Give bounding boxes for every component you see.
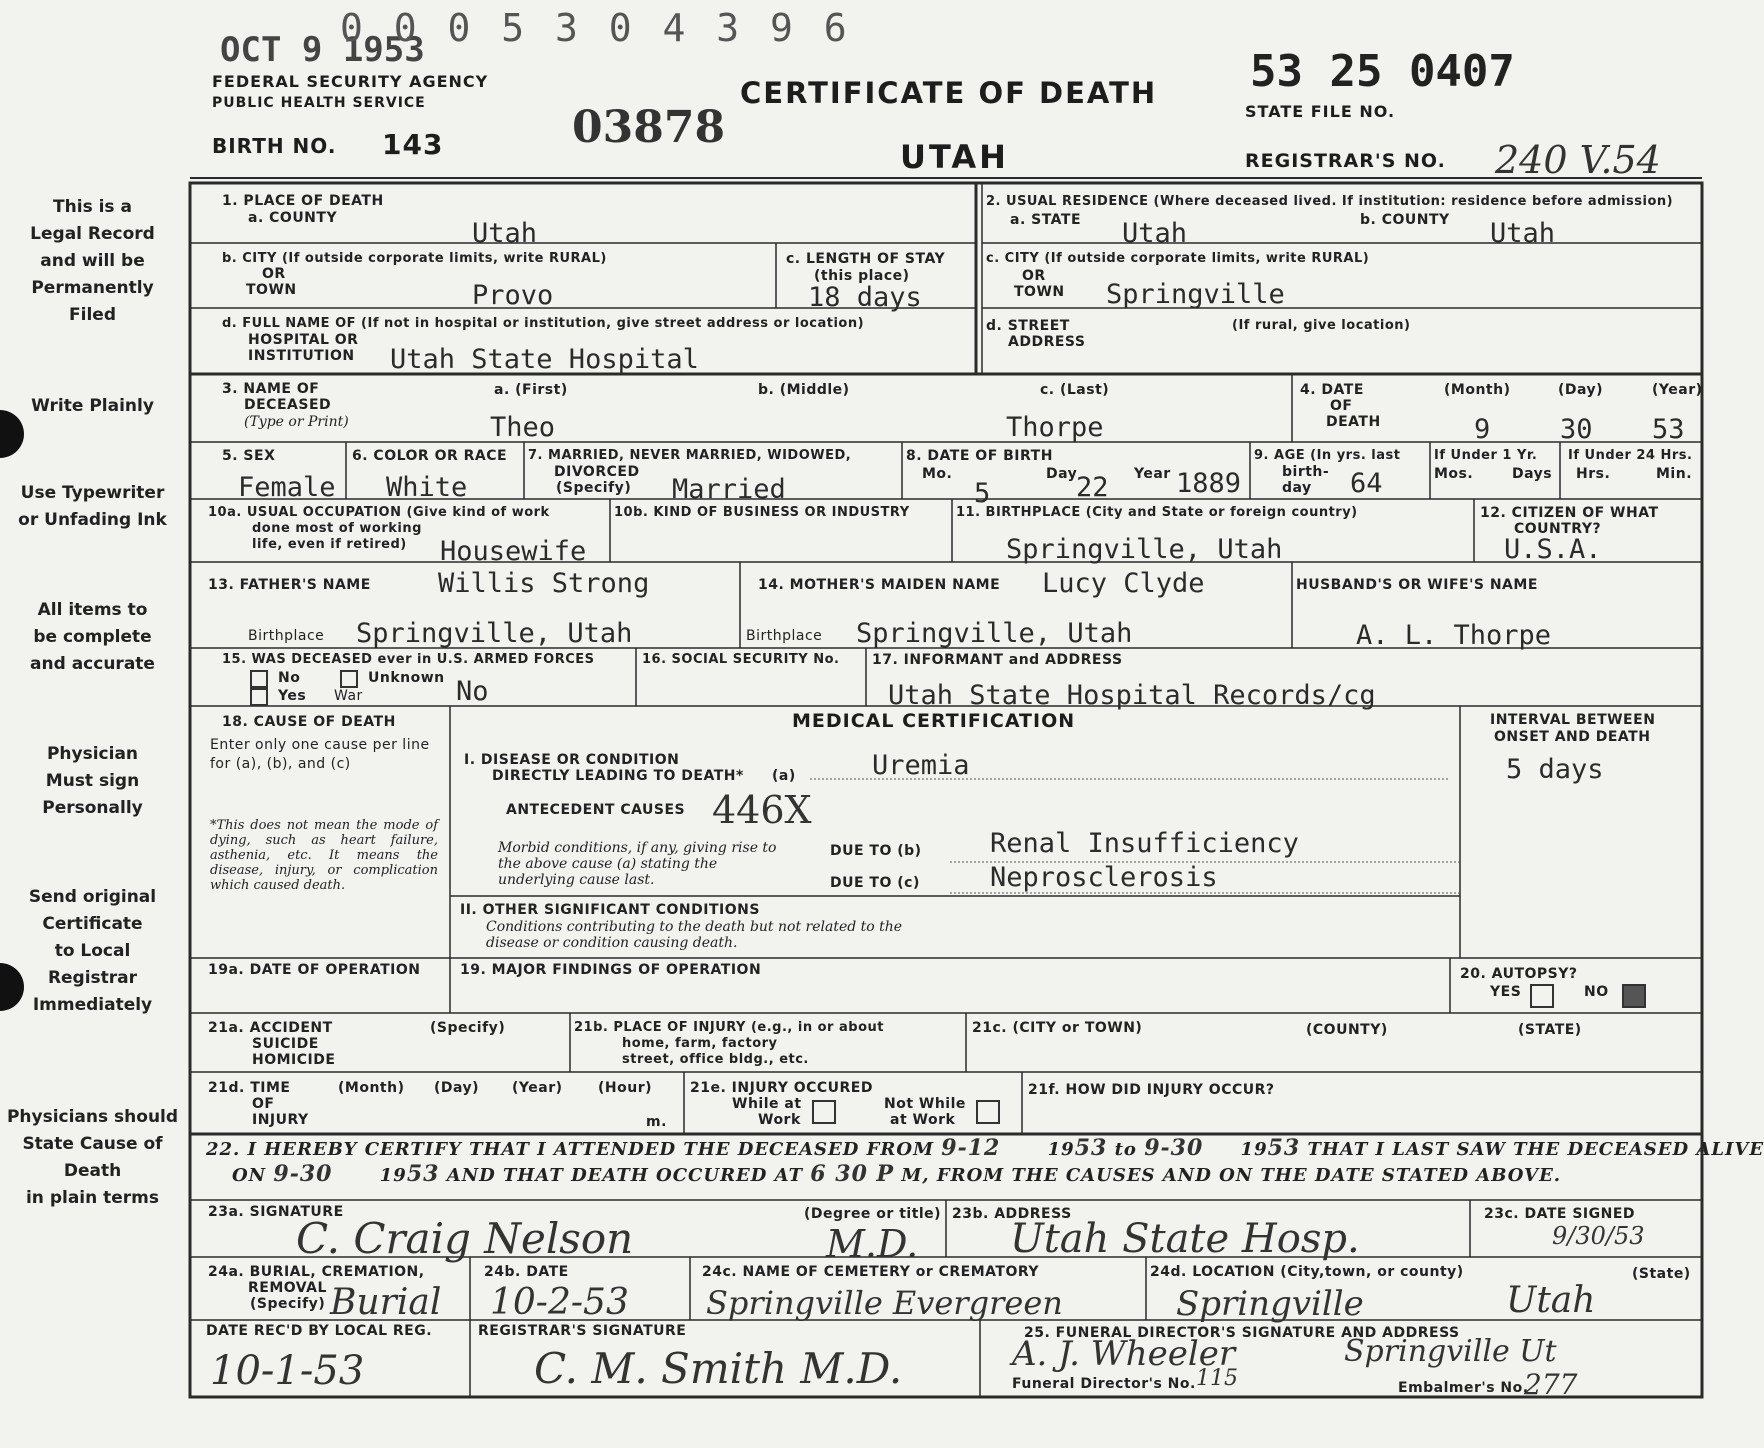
birth-no-value: 143	[382, 128, 444, 161]
label-dob-mo: Mo.	[922, 466, 953, 482]
label-injury-day: (Day)	[434, 1080, 480, 1096]
label-father-birthplace: Birthplace	[248, 628, 325, 644]
label-directly-leading: DIRECTLY LEADING TO DEATH*	[492, 768, 744, 784]
label-res-city: c. CITY (If outside corporate limits, write RURAL)	[986, 251, 1370, 266]
side-note-physician-sign: Physician Must sign Personally	[42, 744, 143, 818]
death-year-value: 53	[1652, 414, 1685, 445]
burial-state-value: Utah	[1506, 1280, 1596, 1321]
while-at-work-checkbox[interactable]	[812, 1100, 836, 1124]
armed-yes-checkbox[interactable]	[250, 686, 268, 706]
label-suicide: SUICIDE	[252, 1036, 319, 1052]
side-note-cause-of-death: Physicians should State Cause of Death in plain terms	[6, 1107, 179, 1208]
occupation-value: Housewife	[440, 536, 587, 567]
label-institution: d. FULL NAME OF (If not in hospital or institution, give street address or location)	[222, 316, 865, 331]
label-res-city-town: TOWN	[1014, 284, 1065, 300]
birth-day-value: 22	[1076, 472, 1109, 503]
label-informant: 17. INFORMANT and ADDRESS	[872, 652, 1123, 668]
not-while-at-work-checkbox[interactable]	[976, 1100, 1000, 1124]
label-age: 9. AGE (In yrs. last	[1254, 448, 1401, 463]
label-mother-name: 14. MOTHER'S MAIDEN NAME	[758, 577, 1001, 593]
cause-a-value: Uremia	[872, 750, 970, 781]
label-armed-yes: Yes	[278, 688, 307, 704]
label-days: Days	[1512, 466, 1553, 482]
label-spouse: HUSBAND'S OR WIFE'S NAME	[1296, 577, 1538, 593]
label-accident-specify: (Specify)	[430, 1020, 506, 1036]
label-date-of-death: 4. DATE	[1300, 382, 1364, 398]
funeral-director-no-value: 115	[1196, 1366, 1238, 1391]
last-seen-value: 9-30	[273, 1161, 333, 1187]
funeral-director-address: Springville Ut	[1344, 1334, 1557, 1369]
label-res-city-or: OR	[1022, 268, 1046, 284]
label-time-injury: INJURY	[252, 1112, 309, 1128]
label-other-conditions-note: Conditions contributing to the death but not related to the disease or condition causing death.	[486, 919, 903, 951]
attended-to-value: 9-30	[1144, 1135, 1204, 1161]
certify-text-2: AND THAT DEATH OCCURED AT	[446, 1165, 804, 1186]
label-first: a. (First)	[494, 382, 568, 398]
certify-line-1	[206, 1135, 1764, 1161]
label-while-work: Work	[758, 1112, 801, 1128]
label-signature: 23a. SIGNATURE	[208, 1204, 344, 1220]
death-county-value: Utah	[472, 218, 538, 249]
side-note-write-plainly: Write Plainly	[31, 396, 154, 416]
label-res-state: a. STATE	[1010, 212, 1082, 228]
label-citizen: 12. CITIZEN OF WHAT	[1480, 505, 1659, 521]
label-place-of-injury: 21b. PLACE OF INJURY (e.g., in or about	[574, 1020, 884, 1035]
label-of: OF	[1330, 398, 1353, 414]
label-date-signed: 23c. DATE SIGNED	[1484, 1206, 1636, 1222]
label-usual-residence: 2. USUAL RESIDENCE (Where deceased lived. If institution: residence before admission)	[986, 194, 1674, 209]
label-injury-occured: 21e. INJURY OCCURED	[690, 1080, 873, 1096]
label-while-at: While at	[732, 1096, 802, 1112]
label-place-of-injury-3: street, office bldg., etc.	[622, 1052, 809, 1067]
label-funeral-director: 25. FUNERAL DIRECTOR'S SIGNATURE AND ADDRESS	[1024, 1325, 1460, 1341]
label-name-of: 3. NAME OF	[222, 381, 320, 397]
autopsy-yes-checkbox[interactable]	[1530, 984, 1554, 1008]
stamp-number: 0 0 0 5 3 0 4 3 9 6	[340, 6, 851, 50]
label-min: Min.	[1656, 466, 1693, 482]
label-injury-state: (STATE)	[1518, 1022, 1582, 1038]
death-time-value: 6 30 P	[810, 1161, 895, 1187]
disposition-value: Burial	[330, 1282, 442, 1323]
certify-19-b: 19	[1240, 1139, 1268, 1160]
armed-no-checkbox[interactable]	[250, 668, 268, 688]
armed-unknown-checkbox[interactable]	[340, 668, 358, 688]
label-cause-a: (a)	[772, 768, 796, 784]
label-specify: (Specify)	[556, 480, 632, 496]
label-cause-of-death: 18. CAUSE OF DEATH	[222, 714, 396, 730]
label-cause-note: Enter only one cause per line for (a), (b), and (c)	[210, 737, 430, 772]
side-note-complete: All items to be complete and accurate	[30, 600, 155, 674]
label-type-or-print: (Type or Print)	[244, 414, 349, 430]
agency-name: FEDERAL SECURITY AGENCY	[212, 72, 489, 91]
label-deceased: DECEASED	[244, 397, 332, 413]
label-injury-city: 21c. (CITY or TOWN)	[972, 1020, 1143, 1036]
burial-location-value: Springville	[1176, 1284, 1364, 1324]
length-of-stay-value: 18 days	[808, 282, 922, 313]
date-received-value: 10-1-53	[210, 1348, 365, 1394]
certify-19-a: 19	[1047, 1139, 1075, 1160]
res-state-value: Utah	[1122, 218, 1188, 249]
death-city-value: Provo	[472, 280, 554, 311]
label-hrs: Hrs.	[1576, 466, 1611, 482]
side-note-legal-record: This is a Legal Record and will be Permanently Filed	[30, 197, 155, 325]
label-disease-condition: I. DISEASE OR CONDITION	[464, 752, 680, 768]
label-funeral-director-no: Funeral Director's No.	[1012, 1376, 1196, 1392]
label-burial-state: (State)	[1632, 1266, 1691, 1282]
certify-text-2b: M, FROM THE CAUSES AND ON THE DATE STATED ABOVE.	[901, 1165, 1562, 1186]
attended-to-year: 53	[1267, 1135, 1301, 1161]
label-under-24-hrs: If Under 24 Hrs.	[1568, 448, 1693, 463]
label-not-at-work: at Work	[890, 1112, 956, 1128]
label-injury-m: m.	[646, 1114, 667, 1130]
side-note-send-original: Send original Certificate to Local Registrar Immediately	[28, 887, 157, 1015]
label-res-county: b. COUNTY	[1360, 212, 1450, 228]
race-value: White	[386, 472, 468, 503]
label-city-or: OR	[262, 266, 286, 282]
label-morbid: Morbid conditions, if any, giving rise to the above cause (a) stating the underlying cause last.	[498, 840, 777, 888]
label-institution-2: INSTITUTION	[248, 348, 355, 364]
label-burial-specify: (Specify)	[250, 1296, 326, 1312]
embalmer-no-value: 277	[1524, 1368, 1578, 1401]
label-mother-birthplace: Birthplace	[746, 628, 823, 644]
label-removal: REMOVAL	[248, 1280, 327, 1296]
label-street: d. STREET	[986, 318, 1070, 334]
label-business: 10b. KIND OF BUSINESS OR INDUSTRY	[614, 505, 910, 520]
label-this-place: (this place)	[814, 268, 910, 284]
label-death-day: (Day)	[1558, 382, 1604, 398]
res-county-value: Utah	[1490, 218, 1556, 249]
label-dob-day: Day	[1046, 466, 1078, 482]
armed-forces-value: No	[456, 676, 489, 707]
label-date-of-operation: 19a. DATE OF OPERATION	[208, 962, 421, 978]
label-last: c. (Last)	[1040, 382, 1110, 398]
label-autopsy: 20. AUTOPSY?	[1460, 966, 1578, 982]
label-injury-month: (Month)	[338, 1080, 405, 1096]
label-due-to-b: DUE TO (b)	[830, 843, 922, 859]
physician-signature: C. Craig Nelson	[296, 1214, 634, 1263]
label-birthplace: 11. BIRTHPLACE (City and State or foreign country)	[956, 505, 1358, 520]
label-county: a. COUNTY	[248, 210, 338, 226]
spouse-value: A. L. Thorpe	[1356, 620, 1552, 651]
label-dob-year: Year	[1134, 466, 1171, 482]
institution-value: Utah State Hospital	[390, 344, 699, 375]
registrar-signature-value: C. M. Smith M.D.	[534, 1344, 903, 1393]
label-marital: 7. MARRIED, NEVER MARRIED, WIDOWED,	[528, 448, 852, 463]
date-signed-value: 9/30/53	[1552, 1222, 1645, 1250]
label-homicide: HOMICIDE	[252, 1052, 336, 1068]
label-injury-year: (Year)	[512, 1080, 563, 1096]
cause-c-value: Neprosclerosis	[990, 862, 1218, 893]
age-value: 64	[1350, 468, 1383, 499]
certify-text-1: 22. I HEREBY CERTIFY THAT I ATTENDED THE DECEASED FROM	[206, 1139, 934, 1160]
father-name-value: Willis Strong	[438, 568, 650, 599]
label-injury-county: (COUNTY)	[1306, 1022, 1388, 1038]
interval-value: 5 days	[1506, 754, 1604, 785]
label-rural-note: (If rural, give location)	[1232, 318, 1411, 333]
certify-on: ON	[232, 1165, 267, 1186]
state-file-number: 53 25 0407	[1250, 46, 1515, 97]
label-sex: 5. SEX	[222, 448, 276, 464]
birth-month-value: 5	[974, 478, 991, 509]
label-how-injury: 21f. HOW DID INJURY OCCUR?	[1028, 1082, 1275, 1098]
mother-name-value: Lucy Clyde	[1042, 568, 1205, 599]
certify-to: to	[1114, 1139, 1137, 1160]
label-city: b. CITY (If outside corporate limits, write RURAL)	[222, 251, 607, 266]
registrar-no-label: REGISTRAR'S NO.	[1245, 150, 1446, 172]
label-divorced: DIVORCED	[554, 464, 640, 480]
certify-19-c: 19	[379, 1165, 407, 1186]
label-length-of-stay: c. LENGTH OF STAY	[786, 251, 946, 267]
label-time-of-injury: 21d. TIME	[208, 1080, 291, 1096]
reference-number: 03878	[572, 102, 726, 153]
label-father-name: 13. FATHER'S NAME	[208, 577, 371, 593]
autopsy-no-checkbox[interactable]	[1622, 984, 1646, 1008]
label-middle: b. (Middle)	[758, 382, 850, 398]
cemetery-value: Springville Evergreen	[706, 1284, 1063, 1322]
label-armed-no: No	[278, 670, 301, 686]
label-autopsy-yes: YES	[1490, 984, 1522, 1000]
label-place-of-death: 1. PLACE OF DEATH	[222, 193, 384, 209]
first-name-value: Theo	[490, 412, 556, 443]
service-name: PUBLIC HEALTH SERVICE	[212, 95, 426, 111]
label-age-birth: birth-	[1282, 464, 1330, 480]
label-occupation-3: life, even if retired)	[252, 537, 407, 552]
label-street-address: ADDRESS	[1008, 334, 1086, 350]
label-armed-forces: 15. WAS DECEASED ever in U.S. ARMED FORCES	[222, 652, 595, 667]
label-occupation-2: done most of working	[252, 521, 422, 536]
label-armed-unknown: Unknown	[368, 670, 445, 686]
funeral-director-signature: A. J. Wheeler	[1012, 1334, 1236, 1374]
medical-certification-title: MEDICAL CERTIFICATION	[792, 710, 1076, 732]
cause-code-value: 446X	[712, 788, 812, 832]
attended-from-value: 9-12	[941, 1135, 1001, 1161]
res-city-value: Springville	[1106, 279, 1285, 310]
physician-address: Utah State Hosp.	[1010, 1216, 1360, 1262]
stamp-date: OCT 9 1953	[220, 30, 425, 70]
label-under-1-yr: If Under 1 Yr.	[1434, 448, 1538, 463]
last-seen-year: 53	[406, 1161, 440, 1187]
label-burial-date: 24b. DATE	[484, 1264, 569, 1280]
certificate-title: CERTIFICATE OF DEATH	[740, 76, 1158, 110]
registrar-no-value: 240 V.54	[1495, 138, 1661, 182]
label-interval-2: ONSET AND DEATH	[1494, 729, 1651, 745]
label-degree: (Degree or title)	[804, 1206, 942, 1222]
label-country: COUNTRY?	[1514, 521, 1602, 537]
label-armed-war: War	[334, 688, 363, 704]
label-injury-hour: (Hour)	[598, 1080, 653, 1096]
father-birthplace-value: Springville, Utah	[356, 618, 633, 649]
label-place-of-injury-2: home, farm, factory	[622, 1036, 778, 1051]
label-interval: INTERVAL BETWEEN	[1490, 712, 1656, 728]
state-title: UTAH	[900, 138, 1009, 176]
label-death: DEATH	[1326, 414, 1381, 430]
label-death-month: (Month)	[1444, 382, 1511, 398]
certify-line-2	[232, 1161, 1562, 1187]
label-cause-footnote: *This does not mean the mode of dying, such as heart failure, asthenia, etc. It means the disease, injury, or complication which caused death.	[210, 818, 438, 893]
mother-birthplace-value: Springville, Utah	[856, 618, 1133, 649]
label-cemetery: 24c. NAME OF CEMETERY or CREMATORY	[702, 1264, 1040, 1280]
label-age-day: day	[1282, 480, 1312, 496]
label-death-year: (Year)	[1652, 382, 1703, 398]
label-due-to-c: DUE TO (c)	[830, 875, 920, 891]
last-name-value: Thorpe	[1006, 412, 1104, 443]
label-burial-location: 24d. LOCATION (City,town, or county)	[1150, 1264, 1464, 1280]
burial-date-value: 10-2-53	[490, 1282, 629, 1323]
label-hospital-or: HOSPITAL OR	[248, 332, 359, 348]
label-other-conditions: II. OTHER SIGNIFICANT CONDITIONS	[460, 902, 760, 918]
label-antecedent: ANTECEDENT CAUSES	[506, 802, 686, 818]
birth-no-label: BIRTH NO.	[212, 134, 337, 158]
physician-degree: M.D.	[826, 1222, 919, 1266]
label-embalmer-no: Embalmer's No.	[1398, 1380, 1529, 1396]
label-burial: 24a. BURIAL, CREMATION,	[208, 1264, 425, 1280]
informant-value: Utah State Hospital Records/cg	[888, 680, 1376, 711]
cause-b-value: Renal Insufficiency	[990, 828, 1299, 859]
death-month-value: 9	[1474, 414, 1491, 445]
label-accident: 21a. ACCIDENT	[208, 1020, 333, 1036]
label-major-findings: 19. MAJOR FINDINGS OF OPERATION	[460, 962, 762, 978]
certify-text-1b: THAT I LAST SAW THE DECEASED ALIVE	[1307, 1139, 1764, 1160]
side-note-typewriter: Use Typewriter or Unfading Ink	[18, 483, 167, 530]
label-not-while: Not While	[884, 1096, 966, 1112]
label-mos: Mos.	[1434, 466, 1474, 482]
label-dob: 8. DATE OF BIRTH	[906, 448, 1053, 464]
label-occupation: 10a. USUAL OCCUPATION (Give kind of work	[208, 505, 550, 520]
death-day-value: 30	[1560, 414, 1593, 445]
label-date-received: DATE REC'D BY LOCAL REG.	[206, 1323, 433, 1339]
label-registrar-signature: REGISTRAR'S SIGNATURE	[478, 1323, 687, 1339]
label-time-of: OF	[252, 1096, 275, 1112]
label-race: 6. COLOR OR RACE	[352, 448, 508, 464]
marital-value: Married	[672, 474, 786, 505]
citizen-value: U.S.A.	[1504, 534, 1602, 565]
label-social-security: 16. SOCIAL SECURITY No.	[642, 652, 840, 667]
sex-value: Female	[238, 472, 336, 503]
birthplace-value: Springville, Utah	[1006, 534, 1283, 565]
label-autopsy-no: NO	[1584, 984, 1609, 1000]
label-city-town: TOWN	[246, 282, 297, 298]
state-file-label: STATE FILE NO.	[1245, 102, 1396, 121]
birth-year-value: 1889	[1176, 468, 1242, 499]
attended-from-year: 53	[1074, 1135, 1108, 1161]
label-address: 23b. ADDRESS	[952, 1206, 1072, 1222]
